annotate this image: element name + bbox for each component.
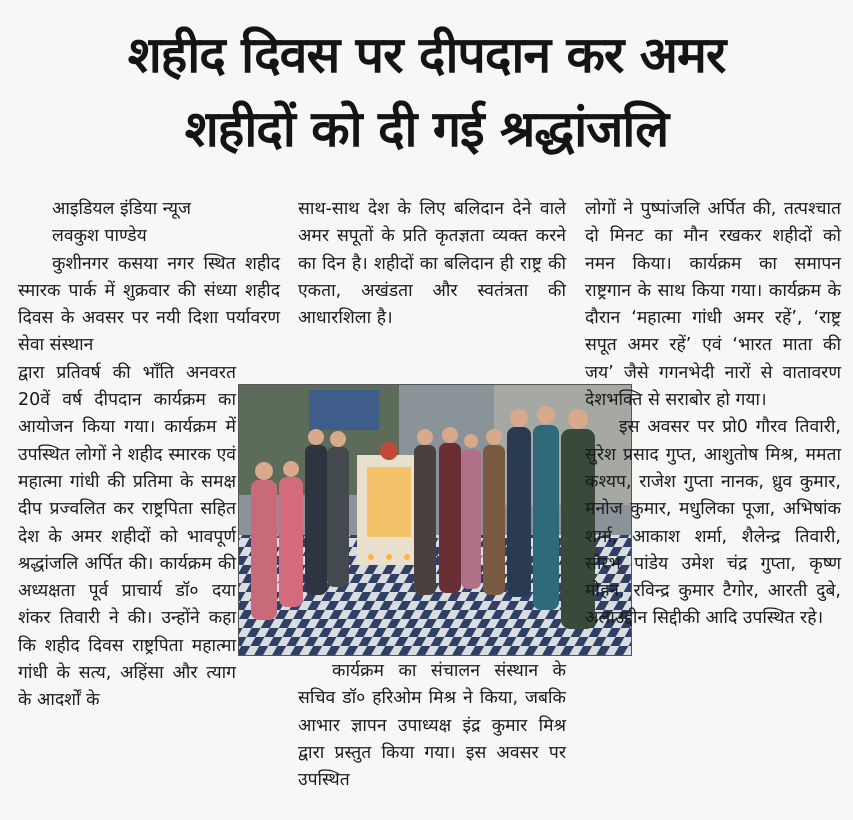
paragraph-1: कुशीनगर कसया नगर स्थित शहीद स्मारक पार्क में शुक्रवार की संध्या शहीद दिवस के अवसर पर नयी दिशा पर्यावरण सेवा संस्थान xyxy=(18,253,280,356)
headline xyxy=(0,18,853,166)
paragraph-3: कार्यक्रम का संचालन संस्थान के सचिव डॉ० हरिओम मिश्र ने किया, जबकि आभार ज्ञापन उपाध्यक्ष इंद्र कुमार मिश्र द्वारा प्रस्तुत किया गया। इस अवसर पर उपस्थित xyxy=(298,661,566,791)
headline-line-1: शहीद दिवस पर दीपदान कर अमर xyxy=(127,26,726,84)
event-photo xyxy=(238,384,632,656)
group-photo-icon xyxy=(239,385,631,655)
article-column-3 xyxy=(585,196,841,633)
paragraph-3-continued: लोगों ने पुष्पांजलि अर्पित की, तत्पश्चात दो मिनट का मौन रखकर शहीदों को नमन किया। कार्यक्रम का समापन राष्ट्रगान के साथ किया गया। कार्यक्रम के दौरान ‘महात्मा गांधी अमर रहें’, ‘राष्ट्र सपूत अमर रहें’ एवं ‘भारत माता की जय’ जैसे गगनभेदी नारों से वातावरण देशभक्ति से सराबोर हो गया। xyxy=(585,199,841,411)
article-column-2 xyxy=(298,196,566,332)
article-column-2-bottom xyxy=(298,658,566,794)
byline-source: आइडियल इंडिया न्यूज xyxy=(52,199,191,219)
paragraph-4: इस अवसर पर प्रो0 गौरव तिवारी, सुरेश प्रसाद गुप्त, आशुतोष मिश्र, ममता कश्यप, राजेश गुप्ता नानक, ध्रुव कुमार, मनोज कुमार, मधुलिका पूजा, अभिषांक शर्मा, आकाश शर्मा, शैलेन्द्र तिवारी, सौरभ पांडेय उमेश चंद्र गुप्ता, कृष्ण मोहन, रविन्द्र कुमार टैगोर, आरती दुबे, अलाउद्दीन सिद्दीकी आदि उपस्थित रहे। xyxy=(585,417,841,629)
byline-author: लवकुश पाण्डेय xyxy=(52,226,147,247)
headline-line-2: शहीदों को दी गई श्रद्धांजलि xyxy=(184,100,669,158)
paragraph-2: साथ-साथ देश के लिए बलिदान देने वाले अमर सपूतों के प्रति कृतज्ञता व्यक्त करने का दिन है। शहीदों का बलिदान ही राष्ट्र की एकता, अखंडता और स्वतंत्रता की आधारशिला है। xyxy=(298,199,566,329)
paragraph-1-continued: द्वारा प्रतिवर्ष की भाँति अनवरत 20वें वर्ष दीपदान कार्यक्रम का आयोजन किया गया। कार्यक्रम में उपस्थित लोगों ने शहीद स्मारक एवं महात्मा गांधी की प्रतिमा के समक्ष दीप प्रज्वलित कर राष्ट्रपिता सहित देश के अमर शहीदों को भावपूर्ण श्रद्धांजलि अर्पित की। कार्यक्रम की अध्यक्षता पूर्व प्राचार्य डॉ० दया शंकर तिवारी ने की। उन्होंने कहा कि शहीद दिवस राष्ट्रपिता महात्मा गांधी के सत्य, अहिंसा और त्याग के आदर्शों के xyxy=(18,362,236,711)
